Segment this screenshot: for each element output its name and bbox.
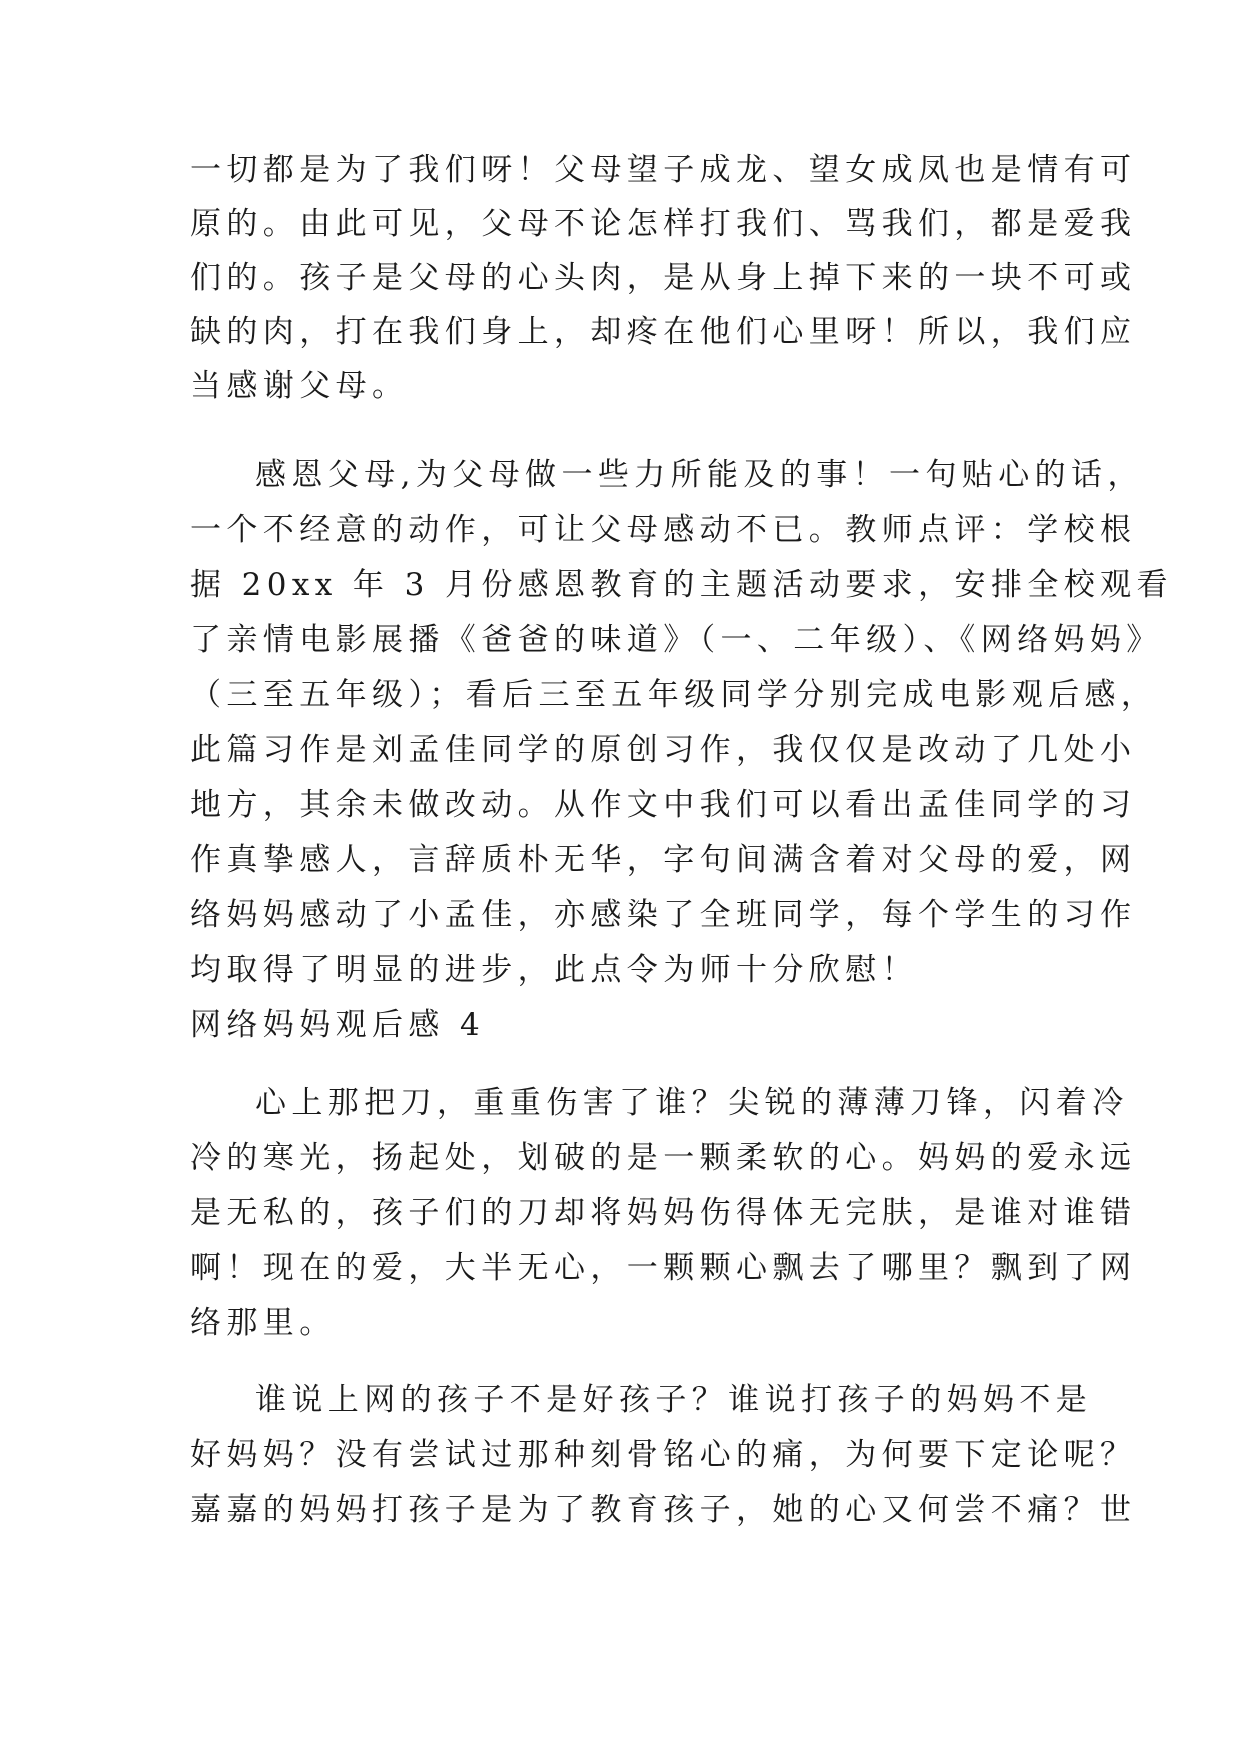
text-line: 据 20xx 年 3 月份感恩教育的主题活动要求，安排全校观看 xyxy=(190,567,1173,603)
text-line: 均取得了明显的进步，此点令为师十分欣慰！ xyxy=(190,952,918,988)
paragraph-first-line: 谁说上网的孩子不是好孩子？谁说打孩子的妈妈不是 xyxy=(255,1382,1093,1418)
text-line: 一个不经意的动作，可让父母感动不已。教师点评：学校根 xyxy=(190,512,1137,548)
text-line: 啊！现在的爱，大半无心，一颗颗心飘去了哪里？飘到了网 xyxy=(190,1250,1137,1286)
text-line: 络妈妈感动了小孟佳，亦感染了全班同学，每个学生的习作 xyxy=(190,897,1137,933)
text-line: 嘉嘉的妈妈打孩子是为了教育孩子，她的心又何尝不痛？世 xyxy=(190,1492,1137,1528)
text-line: 是无私的，孩子们的刀却将妈妈伤得体无完肤，是谁对谁错 xyxy=(190,1195,1137,1231)
text-line: 作真挚感人，言辞质朴无华，字句间满含着对父母的爱，网 xyxy=(190,842,1137,878)
text-line: 络那里。 xyxy=(190,1305,336,1341)
paragraph-first-line: 感恩父母,为父母做一些力所能及的事！一句贴心的话， xyxy=(255,457,1144,493)
text-line: 当感谢父母。 xyxy=(190,368,409,404)
text-line: 好妈妈？没有尝试过那种刻骨铭心的痛，为何要下定论呢？ xyxy=(190,1437,1137,1473)
section-heading: 网络妈妈观后感 4 xyxy=(190,1007,486,1043)
text-line: 一切都是为了我们呀！父母望子成龙、望女成凤也是情有可 xyxy=(190,152,1137,188)
text-line: 们的。孩子是父母的心头肉，是从身上掉下来的一块不可或 xyxy=(190,260,1137,296)
text-line: 冷的寒光，扬起处，划破的是一颗柔软的心。妈妈的爱永远 xyxy=(190,1140,1137,1176)
paragraph-first-line: 心上那把刀，重重伤害了谁？尖锐的薄薄刀锋，闪着冷 xyxy=(255,1085,1129,1121)
text-line: 原的。由此可见，父母不论怎样打我们、骂我们，都是爱我 xyxy=(190,206,1137,242)
text-line: 地方，其余未做改动。从作文中我们可以看出孟佳同学的习 xyxy=(190,787,1137,823)
text-line: （三至五年级）；看后三至五年级同学分别完成电影观后感， xyxy=(190,677,1158,713)
text-line: 此篇习作是刘孟佳同学的原创习作，我仅仅是改动了几处小 xyxy=(190,732,1137,768)
text-line: 了亲情电影展播《爸爸的味道》（一、二年级）、《网络妈妈》 xyxy=(190,622,1163,658)
text-line: 缺的肉，打在我们身上，却疼在他们心里呀！所以，我们应 xyxy=(190,314,1137,350)
